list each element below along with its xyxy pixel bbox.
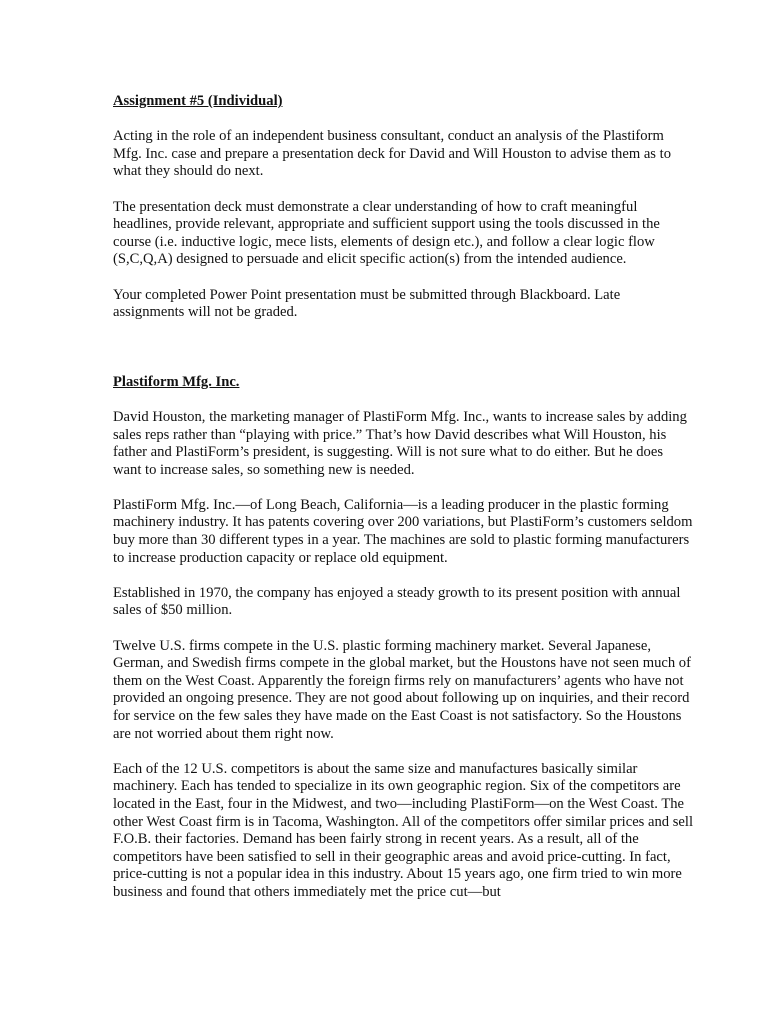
case-paragraph-5: Each of the 12 U.S. competitors is about the same size and manufactures basically similar machinery. Each has tended to specialize in its own geographic region. Six of the competitors are located in the East, four in the Midwest, and two—including PlastiForm—on the West Coast. The other West Coast firm is in Tacoma, Washington. All of the competitors offer similar prices and sell F.O.B. their factories. Demand has been fairly strong in recent years. As a result, all of the competitors have been satisfied to sell in their geographic areas and avoid price-cutting. In fact, price-cutting is not a popular idea in this industry. About 15 years ago, one firm tried to win more business and found that others immediately met the price cut—but [113, 760, 693, 900]
assignment-paragraph-3: Your completed Power Point presentation must be submitted through Blackboard. Late assignments will not be graded. [113, 286, 621, 321]
case-paragraph-4: Twelve U.S. firms compete in the U.S. plastic forming machinery market. Several Japanese, German, and Swedish firms compete in the global market, but the Houstons have not seen much of them on the West Coast. Apparently the foreign firms rely on manufacturers’ agents who have not provided an ongoing presence. They are not good about following up on inquiries, and their record for service on the few sales they have made on the East Coast is not satisfactory. So the Houstons are not worried about them right now. [113, 637, 691, 742]
case-paragraph-1: David Houston, the marketing manager of PlastiForm Mfg. Inc., wants to increase sales by adding sales reps rather than “playing with price.” That’s how David describes what Will Houston, his father and PlastiForm’s president, is suggesting. Will is not sure what to do either. But he does want to increase sales, so something new is needed. [113, 408, 687, 478]
case-paragraph-3: Established in 1970, the company has enjoyed a steady growth to its present position with annual sales of $50 million. [113, 584, 681, 619]
document-page [113, 93, 693, 902]
assignment-title: Assignment #5 (Individual) [113, 93, 283, 109]
case-title: Plastiform Mfg. Inc. [113, 373, 240, 390]
case-paragraph-2: PlastiForm Mfg. Inc.—of Long Beach, California—is a leading producer in the plastic forming machinery industry. It has patents covering over 200 variations, but PlastiForm’s customers seldom buy more than 30 different types in a year. The machines are sold to plastic forming manufacturers to increase production capacity or replace old equipment. [113, 496, 693, 566]
assignment-paragraph-1: Acting in the role of an independent business consultant, conduct an analysis of the Plastiform Mfg. Inc. case and prepare a presentation deck for David and Will Houston to advise them as to what they should do next. [113, 128, 671, 180]
assignment-paragraph-2: The presentation deck must demonstrate a clear understanding of how to craft meaningful headlines, provide relevant, appropriate and sufficient support using the tools discussed in the course (i.e. inductive logic, mece lists, elements of design etc.), and follow a clear logic flow (S,C,Q,A) designed to persuade and elicit specific action(s) from the intended audience. [113, 198, 660, 268]
